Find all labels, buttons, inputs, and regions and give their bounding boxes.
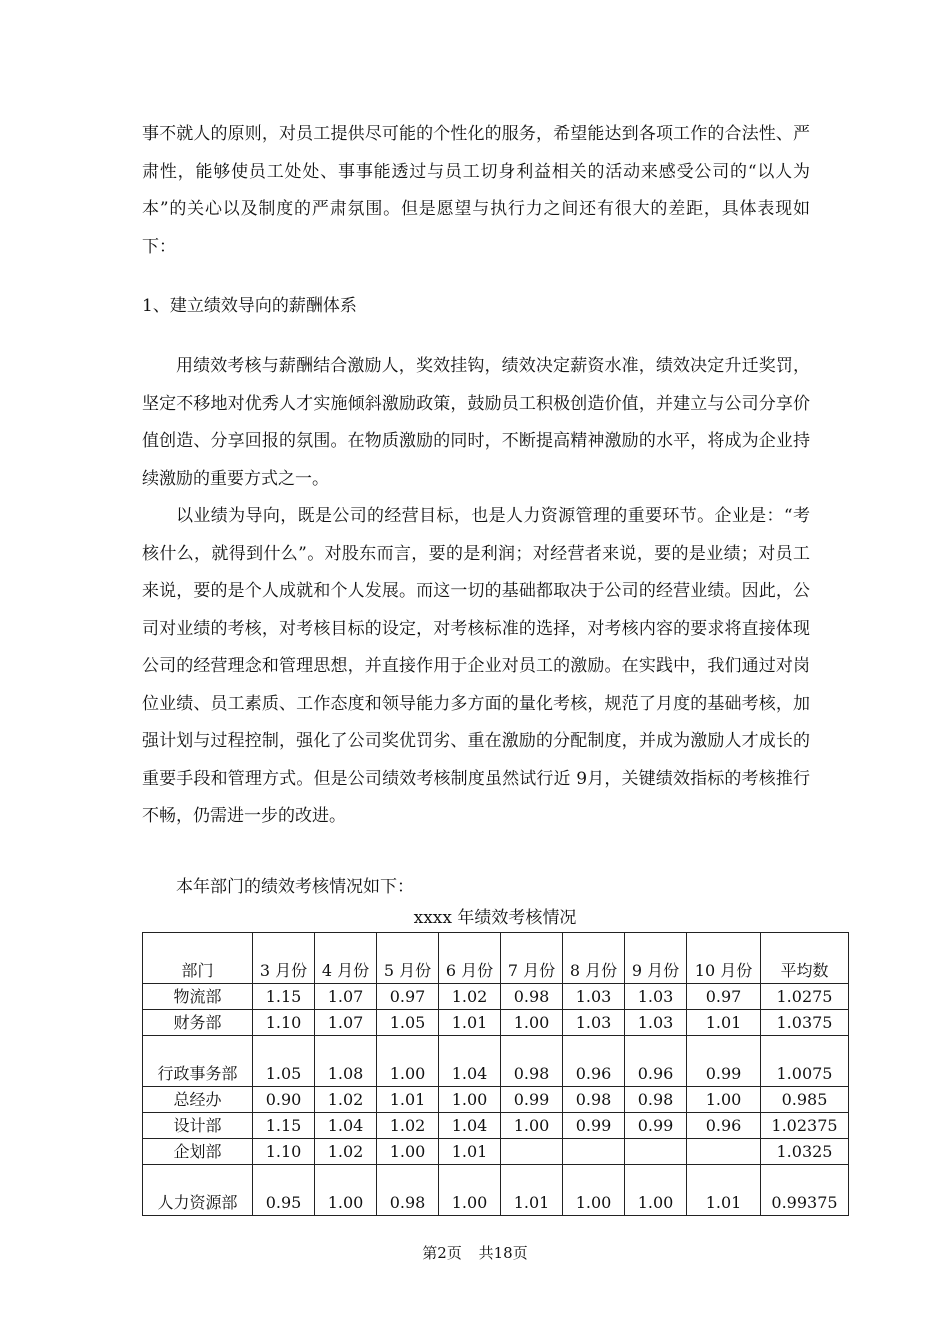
cell-value: 1.00 bbox=[439, 1087, 501, 1113]
cell-value bbox=[687, 1139, 761, 1165]
cell-value: 0.98 bbox=[501, 984, 563, 1010]
cell-value: 0.99 bbox=[687, 1036, 761, 1087]
table-row bbox=[143, 1139, 849, 1165]
cell-dept: 行政事务部 bbox=[143, 1036, 253, 1087]
header-month: 7 月份 bbox=[501, 933, 563, 984]
cell-average: 0.99375 bbox=[761, 1165, 849, 1216]
cell-value: 1.02 bbox=[439, 984, 501, 1010]
header-average: 平均数 bbox=[761, 933, 849, 984]
cell-value: 0.97 bbox=[377, 984, 439, 1010]
cell-value bbox=[501, 1139, 563, 1165]
page-footer bbox=[0, 1242, 950, 1263]
header-month: 8 月份 bbox=[563, 933, 625, 984]
header-dept: 部门 bbox=[143, 933, 253, 984]
cell-value: 0.98 bbox=[563, 1087, 625, 1113]
cell-value: 1.07 bbox=[315, 984, 377, 1010]
page-total: 共18页 bbox=[478, 1244, 528, 1262]
cell-average: 1.0275 bbox=[761, 984, 849, 1010]
cell-value: 0.99 bbox=[625, 1113, 687, 1139]
cell-value: 1.01 bbox=[687, 1010, 761, 1036]
cell-value: 1.07 bbox=[315, 1010, 377, 1036]
cell-value: 1.00 bbox=[501, 1113, 563, 1139]
paragraph-table-intro: 本年部门的绩效考核情况如下： bbox=[176, 877, 414, 897]
cell-dept: 物流部 bbox=[143, 984, 253, 1010]
cell-average: 1.02375 bbox=[761, 1113, 849, 1139]
header-month: 10 月份 bbox=[687, 933, 761, 984]
cell-value: 1.03 bbox=[563, 1010, 625, 1036]
cell-value: 0.99 bbox=[563, 1113, 625, 1139]
cell-average: 1.0375 bbox=[761, 1010, 849, 1036]
cell-value: 0.95 bbox=[253, 1165, 315, 1216]
cell-value: 0.97 bbox=[687, 984, 761, 1010]
table-row bbox=[143, 1113, 849, 1139]
cell-value: 0.90 bbox=[253, 1087, 315, 1113]
cell-value: 1.10 bbox=[253, 1010, 315, 1036]
cell-value: 1.00 bbox=[625, 1165, 687, 1216]
header-month: 9 月份 bbox=[625, 933, 687, 984]
table-row bbox=[143, 984, 849, 1010]
cell-dept: 财务部 bbox=[143, 1010, 253, 1036]
cell-value: 1.03 bbox=[563, 984, 625, 1010]
cell-dept: 设计部 bbox=[143, 1113, 253, 1139]
cell-value: 1.00 bbox=[377, 1139, 439, 1165]
cell-dept: 人力资源部 bbox=[143, 1165, 253, 1216]
paragraph-intro: 事不就人的原则，对员工提供尽可能的个性化的服务，希望能达到各项工作的合法性、严肃性，能够使员工处处、事事能透过与员工切身利益相关的活动来感受公司的“以人为本”的关心以及制度的严肃氛围。但是愿望与执行力之间还有很大的差距，具体表现如下： bbox=[142, 124, 810, 257]
header-month: 6 月份 bbox=[439, 933, 501, 984]
cell-value: 1.15 bbox=[253, 984, 315, 1010]
paragraph-compensation: 用绩效考核与薪酬结合激励人，奖效挂钩，绩效决定薪资水准，绩效决定升迁奖罚，坚定不移地对优秀人才实施倾斜激励政策，鼓励员工积极创造价值，并建立与公司分享价值创造、分享回报的氛围。在物质激励的同时，不断提高精神激励的水平，将成为企业持续激励的重要方式之一。 bbox=[142, 356, 810, 489]
paragraph-performance: 以业绩为导向，既是公司的经营目标，也是人力资源管理的重要环节。企业是：“考核什么，就得到什么”。对股东而言，要的是利润；对经营者来说，要的是业绩；对员工来说，要的是个人成就和个人发展。而这一切的基础都取决于公司的经营业绩。因此，公司对业绩的考核，对考核目标的设定，对考核标准的选择，对考核内容的要求将直接体现公司的经营理念和管理思想，并直接作用于企业对员工的激励。在实践中，我们通过对岗位业绩、员工素质、工作态度和领导能力多方面的量化考核，规范了月度的基础考核，加强计划与过程控制，强化了公司奖优罚劣、重在激励的分配制度，并成为激励人才成长的重要手段和管理方式。但是公司绩效考核制度虽然试行近 9月，关键绩效指标的考核推行不畅，仍需进一步的改进。 bbox=[142, 506, 810, 826]
cell-value: 1.03 bbox=[625, 984, 687, 1010]
header-month: 4 月份 bbox=[315, 933, 377, 984]
cell-value: 0.98 bbox=[625, 1087, 687, 1113]
cell-value: 1.02 bbox=[377, 1113, 439, 1139]
cell-value: 1.10 bbox=[253, 1139, 315, 1165]
cell-value: 1.00 bbox=[439, 1165, 501, 1216]
cell-value: 1.04 bbox=[439, 1036, 501, 1087]
cell-value: 1.04 bbox=[439, 1113, 501, 1139]
table-row bbox=[143, 1165, 849, 1216]
page-number: 第2页 bbox=[422, 1244, 462, 1262]
cell-value: 1.00 bbox=[315, 1165, 377, 1216]
cell-value: 1.02 bbox=[315, 1087, 377, 1113]
cell-value: 0.98 bbox=[377, 1165, 439, 1216]
cell-average: 1.0075 bbox=[761, 1036, 849, 1087]
table-row bbox=[143, 1087, 849, 1113]
cell-value: 1.00 bbox=[377, 1036, 439, 1087]
cell-value bbox=[625, 1139, 687, 1165]
cell-value: 1.01 bbox=[687, 1165, 761, 1216]
cell-value: 1.05 bbox=[253, 1036, 315, 1087]
cell-value: 1.01 bbox=[439, 1139, 501, 1165]
cell-dept: 总经办 bbox=[143, 1087, 253, 1113]
cell-value: 0.98 bbox=[501, 1036, 563, 1087]
cell-value: 1.05 bbox=[377, 1010, 439, 1036]
cell-value: 1.04 bbox=[315, 1113, 377, 1139]
cell-value: 1.08 bbox=[315, 1036, 377, 1087]
cell-value: 1.02 bbox=[315, 1139, 377, 1165]
cell-value: 1.03 bbox=[625, 1010, 687, 1036]
cell-value: 0.99 bbox=[501, 1087, 563, 1113]
table-caption: xxxx 年绩效考核情况 bbox=[413, 908, 577, 928]
cell-value: 1.01 bbox=[501, 1165, 563, 1216]
cell-average: 0.985 bbox=[761, 1087, 849, 1113]
cell-value: 1.15 bbox=[253, 1113, 315, 1139]
cell-average: 1.0325 bbox=[761, 1139, 849, 1165]
cell-value: 1.01 bbox=[377, 1087, 439, 1113]
table-header-row bbox=[143, 933, 849, 984]
cell-value: 0.96 bbox=[625, 1036, 687, 1087]
cell-value: 0.96 bbox=[563, 1036, 625, 1087]
table-row bbox=[143, 1010, 849, 1036]
header-month: 5 月份 bbox=[377, 933, 439, 984]
cell-value: 1.00 bbox=[563, 1165, 625, 1216]
cell-value: 0.96 bbox=[687, 1113, 761, 1139]
cell-value: 1.01 bbox=[439, 1010, 501, 1036]
section-heading: 1、建立绩效导向的薪酬体系 bbox=[142, 296, 357, 316]
cell-value: 1.00 bbox=[501, 1010, 563, 1036]
header-month: 3 月份 bbox=[253, 933, 315, 984]
table-row bbox=[143, 1036, 849, 1087]
cell-value: 1.00 bbox=[687, 1087, 761, 1113]
cell-dept: 企划部 bbox=[143, 1139, 253, 1165]
cell-value bbox=[563, 1139, 625, 1165]
performance-table bbox=[142, 932, 849, 1216]
